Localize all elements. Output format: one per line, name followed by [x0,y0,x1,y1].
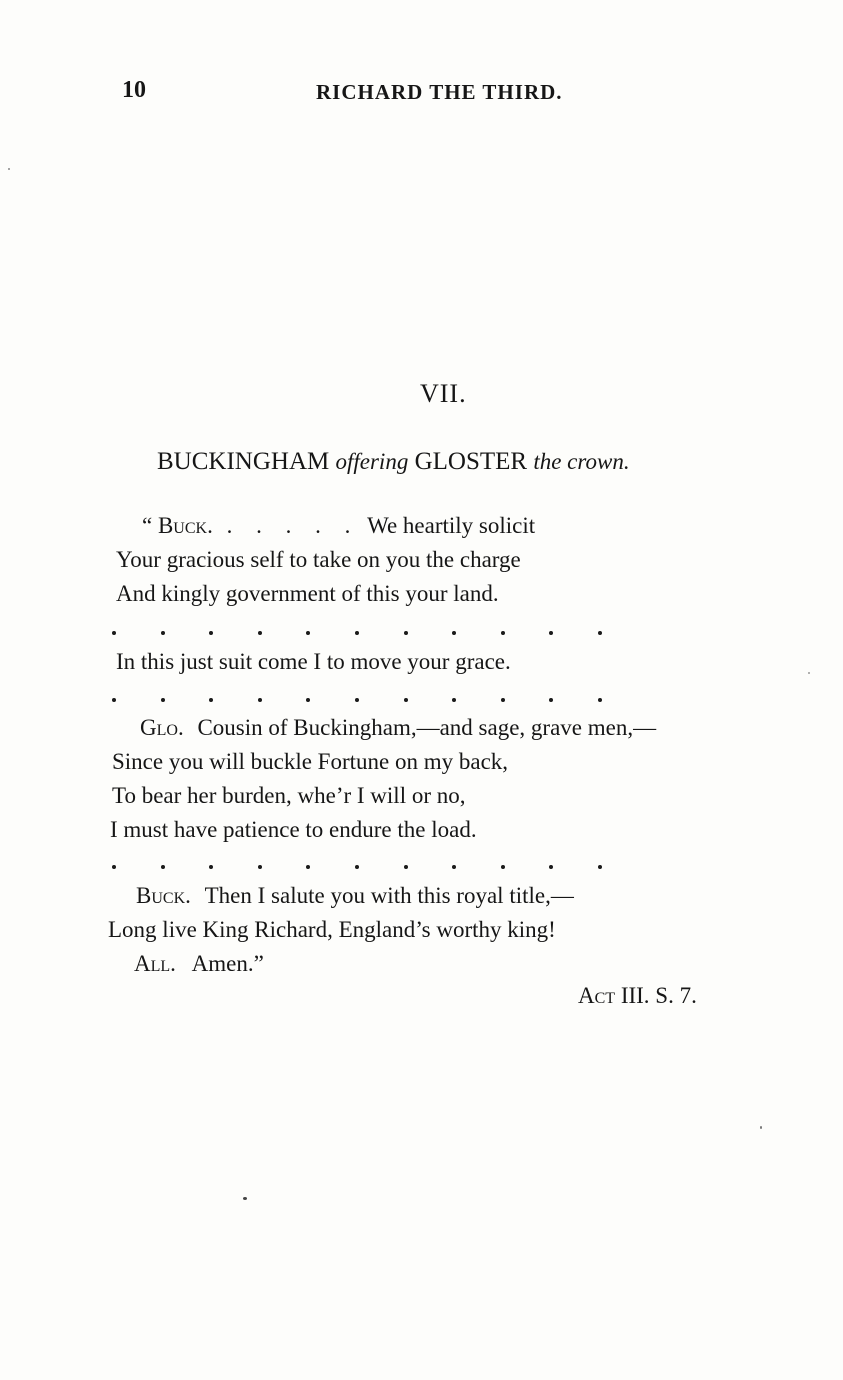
verse-line-2: Your gracious self to take on you the charge [116,547,521,572]
verse-text: Cousin of Buckingham,—and sage, grave men,— [197,715,657,740]
heading-buckingham: BUCKINGHAM [157,448,330,475]
ellipsis-row [112,628,602,638]
verse-line-1 [142,512,535,540]
verse-line-8: I must have patience to endure the load. [110,817,477,842]
verse-line-10: Long live King Richard, England’s worthy king! [108,917,556,942]
verse-text: Amen.” [191,951,264,976]
heading-the-crown: the crown. [533,449,630,474]
heading-offering: offering [335,449,409,474]
ellipsis-row [112,695,602,705]
act-word: Act [578,983,616,1008]
verse-line-6: Since you will buckle Fortune on my back, [112,749,509,774]
verse-line-9 [136,882,574,910]
running-title: RICHARD THE THIRD. [316,80,563,104]
verse-line-4: In this just suit come I to move your grace. [116,649,511,674]
speaker-ellipsis: . . . . . [226,513,360,538]
verse-line-11 [134,950,264,978]
speaker-glo: Glo. [140,715,184,740]
heading-gloster: GLOSTER [414,448,528,475]
speaker-buck: Buck. [136,883,191,908]
act-scene-citation [578,982,697,1010]
speaker-all: All. [134,951,176,976]
open-quote: “ [142,513,153,538]
section-number: VII. [420,379,467,408]
page-number: 10 [122,77,146,103]
verse-text: Then I salute you with this royal title,— [204,883,574,908]
act-scene: III. S. 7. [620,983,697,1008]
ellipsis-row [112,862,602,872]
verse-line-7: To bear her burden, whe’r I will or no, [112,783,466,808]
verse-text: We heartily solicit [367,513,536,538]
section-heading [157,446,630,478]
verse-line-5 [140,714,656,742]
speaker-buck: Buck. [157,513,213,538]
verse-line-3: And kingly government of this your land. [116,581,499,606]
